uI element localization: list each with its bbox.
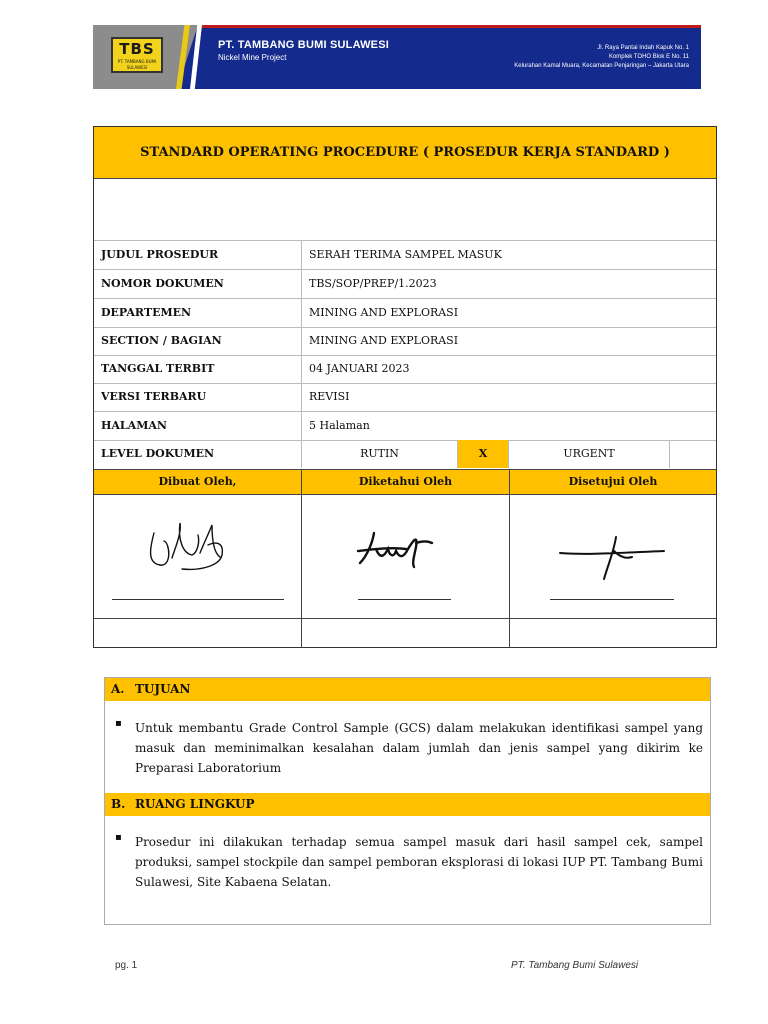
signature-area [94,495,716,619]
row-nomor-dokumen [94,270,716,299]
sop-title: STANDARD OPERATING PROCEDURE ( PROSEDUR KERJA STANDARD ) [94,127,716,179]
row-label: VERSI TERBARU [101,390,207,403]
page-number: pg. 1 [115,960,138,971]
row-value: MINING AND EXPLORASI [309,306,459,319]
row-divider [301,270,302,298]
project-name: Nickel Mine Project [218,53,287,62]
row-value: TBS/SOP/PREP/1.2023 [309,277,437,290]
bullet-icon: ▪ [115,832,122,843]
known-by-label: Diketahui Oleh [358,475,453,488]
urgent-checkbox-divider [669,440,670,468]
row-label: DEPARTEMEN [101,306,192,319]
col-divider [509,495,510,619]
section-a-header [105,678,710,701]
level-urgent: URGENT [563,447,615,460]
section-title: TUJUAN [135,682,191,696]
signature-header [94,469,716,495]
section-letter: B. [111,797,126,811]
sections-box [104,677,711,925]
row-section-bagian [94,327,716,356]
company-header-banner [93,25,701,89]
made-by-label: Dibuat Oleh, [158,475,237,488]
row-label: TANGGAL TERBIT [101,362,215,375]
signature-line [550,599,674,600]
logo-text: TBS [119,40,155,58]
level-mark: X [457,440,509,468]
section-b-header [105,793,710,816]
col-divider [301,495,302,619]
row-label: JUDUL PROSEDUR [101,248,219,261]
row-label: LEVEL DOKUMEN [101,447,215,460]
row-value: 04 JANUARI 2023 [309,362,410,375]
row-versi-terbaru [94,383,716,412]
section-b-text: Prosedur ini dilakukan terhadap semua sampel masuk dari hasil sampel cek, sampel produksi, sampel stockpile dan sampel pemboran eksplorasi di lokasi IUP PT. Tambang Bumi Sulawesi, Site Kabaena Selatan. [135,835,703,889]
section-letter: A. [111,682,125,696]
approved-by-label: Disetujui Oleh [568,475,658,488]
col-divider [301,619,302,647]
col-divider [509,619,510,647]
level-rutin: RUTIN [360,447,399,460]
sop-blank-row [94,179,716,241]
row-divider [301,355,302,383]
logo-subtext: PT. TAMBANG BUMI SULAWESI [117,59,157,70]
address-line-1: Jl. Raya Pantai Indah Kapuk No. 1 [597,45,689,51]
row-judul-prosedur [94,241,716,270]
signature-line [112,599,284,600]
row-divider [301,241,302,269]
company-address [514,44,689,71]
bullet-icon: ▪ [115,718,122,729]
company-logo [111,37,163,73]
signature-name-row [94,619,716,647]
company-name: PT. TAMBANG BUMI SULAWESI [218,39,390,51]
section-title: RUANG LINGKUP [135,797,255,811]
signature-approved-by [556,533,666,583]
row-departemen [94,299,716,328]
address-line-2: Komplek TOHO Blok E No. 11 [608,54,689,60]
row-value: 5 Halaman [309,419,370,432]
row-label: SECTION / BAGIAN [101,334,222,347]
row-halaman [94,412,716,441]
signature-line [358,599,451,600]
row-divider [301,412,302,440]
row-divider [301,383,302,411]
footer-company: PT. Tambang Bumi Sulawesi [511,960,639,971]
row-value: SERAH TERIMA SAMPEL MASUK [309,248,502,261]
row-value: MINING AND EXPLORASI [309,334,459,347]
row-label: HALAMAN [101,419,167,432]
signature-made-by [142,513,242,578]
signature-known-by [356,527,436,577]
row-divider [301,327,302,355]
row-tanggal-terbit [94,355,716,384]
address-line-3: Kelurahan Kamal Muara, Kecamatan Penjaringan – Jakarta Utara [514,63,689,69]
row-label: NOMOR DOKUMEN [101,277,224,290]
row-value: REVISI [309,390,350,403]
row-level-dokumen [94,440,716,469]
row-divider [301,299,302,327]
sop-info-table [93,126,717,648]
section-a-text: Untuk membantu Grade Control Sample (GCS) dalam melakukan identifikasi sampel yang masuk dan meminimalkan kesalahan dalam jumlah dan jenis sampel yang dikirim ke Preparasi Laboratorium [135,721,703,775]
